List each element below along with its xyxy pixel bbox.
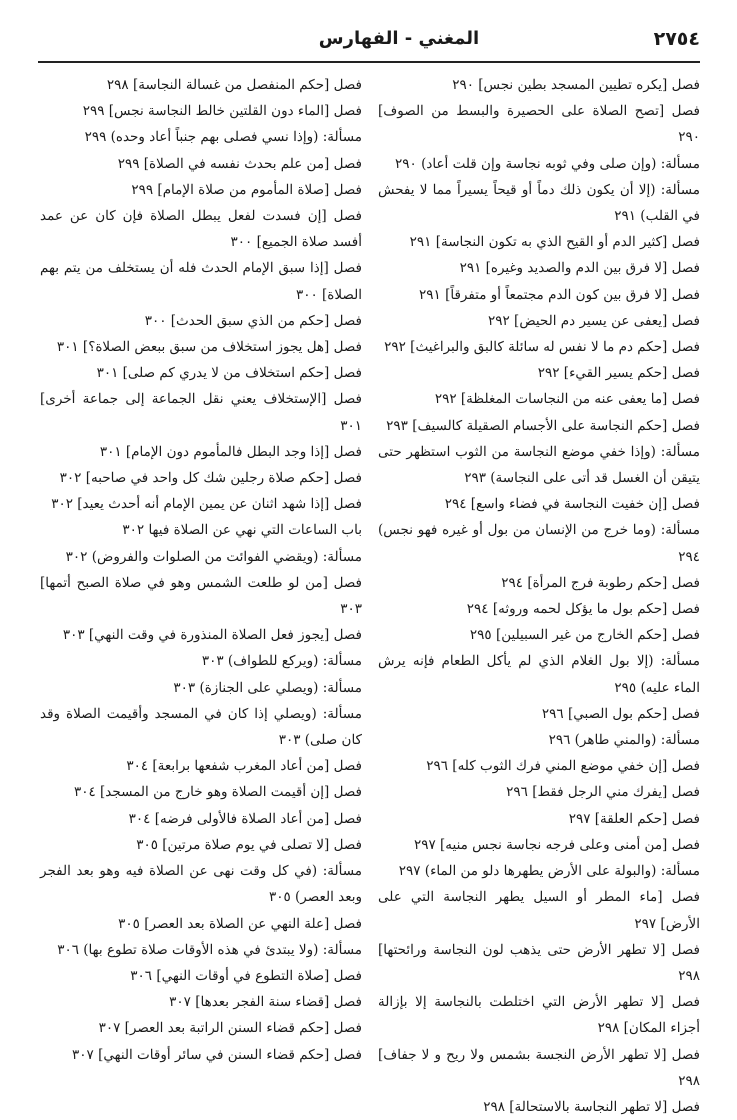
page-number: ٢٧٥٤ <box>653 28 700 50</box>
index-entry: مسألة: (ويصلي على الجنازة) ٣٠٣ <box>173 679 362 696</box>
index-entry: فصل [لا تطهر الأرض التي اختلطت بالنجاسة إلا بإزالة أجزاء المكان] ٢٩٨ <box>378 994 700 1037</box>
index-entry: فصل [لا فرق بين الدم والصديد وغيره] ٢٩١ <box>459 260 700 277</box>
index-entry: مسألة: (ويصلي إذا كان في المسجد وأقيمت الصلاة وقد كان صلى) ٣٠٣ <box>40 705 362 749</box>
index-entry: فصل [من علم بحدث نفسه في الصلاة] ٢٩٩ <box>117 155 362 172</box>
index-entry: فصل [حكم بول ما يؤكل لحمه وروثه] ٢٩٤ <box>466 601 700 618</box>
index-entry: فصل [من أعاد المغرب شفعها برابعة] ٣٠٤ <box>126 758 362 775</box>
index-entry: فصل [كثير الدم أو القيح الذي به تكون النجاسة] ٢٩١ <box>409 234 700 251</box>
index-entry: فصل [حكم صلاة رجلين شك كل واحد في صاحبه] ٣٠٢ <box>59 470 362 487</box>
index-entry: فصل [إذا سبق الإمام الحدث فله أن يستخلف من يتم بهم الصلاة] ٣٠٠ <box>40 260 362 303</box>
index-entry: مسألة: (وإن صلى وفي ثوبه نجاسة وإن قلت أعاد) ٢٩٠ <box>395 155 700 172</box>
index-entry: فصل [لا فرق بين كون الدم مجتمعاً أو متفرقاً] ٢٩١ <box>419 286 700 303</box>
index-entry: فصل [إن أقيمت الصلاة وهو خارج من المسجد] ٣٠٤ <box>73 784 362 801</box>
index-entry: مسألة: (ولا يبتدئ في هذه الأوقات صلاة تطوع بها) ٣٠٦ <box>57 941 362 958</box>
index-entry: فصل [إذا شهد اثنان عن يمين الإمام أنه أحدث يعيد] ٣٠٢ <box>51 496 362 513</box>
index-entry: فصل [حكم الخارج من غير السبيلين] ٢٩٥ <box>469 627 700 644</box>
index-entry: فصل [هل يجوز استخلاف من سبق ببعض الصلاة؟] ٣٠١ <box>56 339 362 356</box>
index-entry: مسألة: (والبولة على الأرض يطهرها دلو من الماء) ٢٩٧ <box>398 863 700 880</box>
index-entry: فصل [إن خفي موضع المني فرك الثوب كله] ٢٩٦ <box>426 758 700 775</box>
index-entry: مسألة: (وإذا خفي موضع النجاسة من الثوب استظهر حتى يتيقن أن الغسل قد أتى على النجاسة) ٢٩٣ <box>378 443 700 487</box>
index-entry: فصل [يكره تطيين المسجد بطين نجس] ٢٩٠ <box>452 77 700 93</box>
index-entry: فصل [حكم قضاء السنن الراتبة بعد العصر] ٣٠٧ <box>98 1020 362 1037</box>
index-entry: فصل [ماء المطر أو السيل يطهر النجاسة التي على الأرض] ٢٩٧ <box>378 889 700 932</box>
index-entry: فصل [من أعاد الصلاة فالأولى فرضه] ٣٠٤ <box>128 810 362 827</box>
index-entry: فصل [قضاء سنة الفجر بعدها] ٣٠٧ <box>169 994 362 1011</box>
index-entry: باب الساعات التي نهي عن الصلاة فيها ٣٠٢ <box>122 522 362 539</box>
index-entry: مسألة: (وما خرج من الإنسان من بول أو غيره فهو نجس) ٢٩٤ <box>378 522 700 565</box>
index-entry: مسألة: (ويقضي الفوائت من الصلوات والفروض) ٣٠٢ <box>65 548 362 565</box>
running-title: المغني - الفهارس <box>318 28 480 49</box>
index-entry: مسألة: (في كل وقت نهى عن الصلاة فيه وهو بعد الفجر وبعد العصر) ٣٠٥ <box>40 863 362 906</box>
index-entry: فصل [حكم رطوبة فرج المرأة] ٢٩٤ <box>501 574 700 591</box>
index-entry: فصل [صلاة المأموم من صلاة الإمام] ٢٩٩ <box>131 181 362 198</box>
index-entry: فصل [حكم قضاء السنن في سائر أوقات النهي] ٣٠٧ <box>72 1046 362 1063</box>
index-entry: فصل [حكم يسير القيء] ٢٩٢ <box>537 365 700 382</box>
index-entry: فصل [لا تطهر النجاسة بالاستحالة] ٢٩٨ <box>483 1098 700 1115</box>
index-entry: فصل [علة النهي عن الصلاة بعد العصر] ٣٠٥ <box>118 915 362 932</box>
index-entry: فصل [حكم استخلاف من لا يدري كم صلى] ٣٠١ <box>96 365 362 382</box>
index-entry: فصل [حكم النجاسة على الأجسام الصقيلة كالسيف] ٢٩٣ <box>386 417 700 434</box>
header-rule <box>38 61 700 63</box>
index-entry: مسألة: (إلا أن يكون ذلك دماً أو قيحاً يسيراً مما لا يفحش في القلب) ٢٩١ <box>378 181 700 225</box>
index-entry: فصل [حكم دم ما لا نفس له سائلة كالبق والبراغيث] ٢٩٢ <box>384 339 700 356</box>
index-entry: مسألة: (إلا بول الغلام الذي لم يأكل الطعام فإنه يرش الماء عليه) ٢٩٥ <box>378 653 700 696</box>
index-entry: فصل [حكم العلقة] ٢٩٧ <box>568 810 700 827</box>
index-entry: فصل [إن فسدت لفعل يبطل الصلاة فإن كان عن عمد أفسد صلاة الجميع] ٣٠٠ <box>40 208 362 251</box>
index-entry: مسألة: (والمني طاهر) ٢٩٦ <box>548 732 700 749</box>
index-entry: مسألة: (ويركع للطواف) ٣٠٣ <box>201 653 362 670</box>
index-column-right <box>378 72 700 1120</box>
index-entry: فصل [حكم بول الصبي] ٢٩٦ <box>541 705 700 722</box>
index-entry: فصل [ما يعفى عنه من النجاسات المغلظة] ٢٩٢ <box>434 391 700 408</box>
index-entry: فصل [يفرك مني الرجل فقط] ٢٩٦ <box>506 784 700 801</box>
index-entry: فصل [حكم من الذي سبق الحدث] ٣٠٠ <box>144 312 362 329</box>
index-entry: فصل [تصح الصلاة على الحصيرة والبسط من الصوف] ٢٩٠ <box>378 103 700 146</box>
index-entry: مسألة: (وإذا نسي فصلى بهم جنباً أعاد وحده) ٢٩٩ <box>84 129 362 146</box>
index-entry: فصل [من أمنى وعلى فرجه نجاسة نجس منيه] ٢٩٧ <box>413 836 700 853</box>
index-entry: فصل [إذا وجد البطل فالمأموم دون الإمام] ٣٠١ <box>99 443 362 460</box>
index-entry: فصل [صلاة التطوع في أوقات النهي] ٣٠٦ <box>130 967 362 984</box>
index-entry: فصل [يعفى عن يسير دم الحيض] ٢٩٢ <box>488 312 700 329</box>
index-entry: فصل [لا تطهر الأرض حتى يذهب لون النجاسة ورائحتها] ٢٩٨ <box>378 941 700 984</box>
index-entry: فصل [لا تطهر الأرض النجسة بشمس ولا ريح و لا جفاف] ٢٩٨ <box>378 1046 700 1089</box>
index-entry: فصل [الإستخلاف يعني نقل الجماعة إلى جماعة أخرى] ٣٠١ <box>40 391 362 434</box>
page-header <box>38 28 700 58</box>
index-entry: فصل [الماء دون القلتين خالط النجاسة نجس] ٢٩٩ <box>82 103 362 120</box>
index-entry: فصل [حكم المنفصل من غسالة النجاسة] ٢٩٨ <box>106 77 362 93</box>
index-entry: فصل [يجوز فعل الصلاة المنذورة في وقت النهي] ٣٠٣ <box>62 627 362 644</box>
index-entry: فصل [لا تصلى في يوم صلاة مرتين] ٣٠٥ <box>136 836 362 853</box>
index-entry: فصل [من لو طلعت الشمس وهو في صلاة الصبح أتمها] ٣٠٣ <box>40 574 362 618</box>
index-column-left <box>40 72 362 1068</box>
index-entry: فصل [إن خفيت النجاسة في فضاء واسع] ٢٩٤ <box>444 496 700 513</box>
